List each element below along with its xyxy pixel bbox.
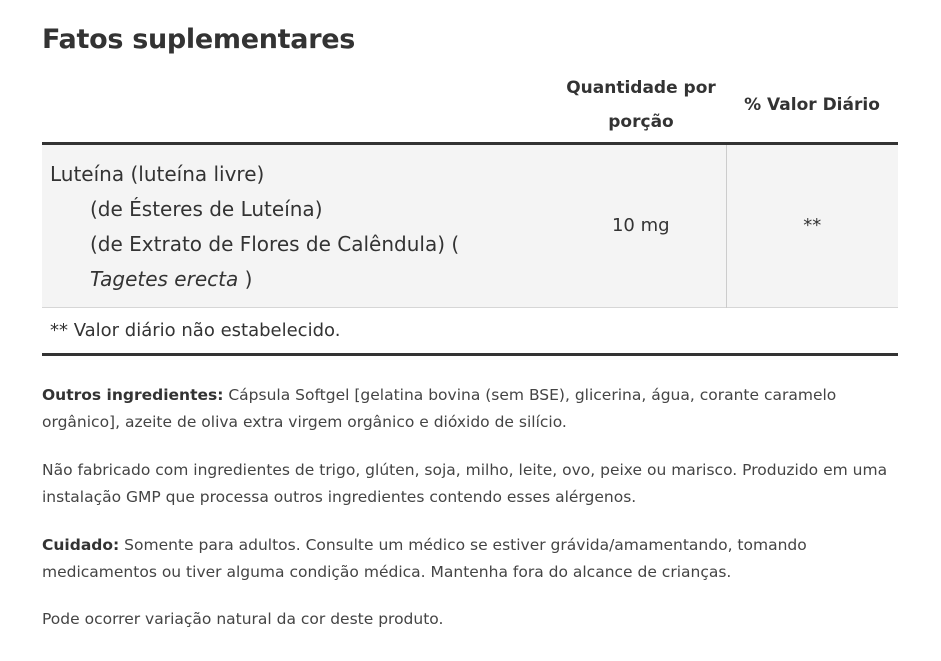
daily-value-header (726, 68, 898, 143)
page-title: Fatos suplementares (42, 24, 355, 55)
amount-per-serving-header (556, 68, 726, 143)
caution-label: Cuidado: (42, 536, 120, 554)
ingredient-column-header (42, 68, 556, 143)
ingredient-source-extract: (de Extrato de Flores de Calêndula) ( (90, 231, 460, 256)
ingredient-name-cell (42, 143, 556, 307)
other-ingredients-text: Cápsula Softgel [gelatina bovina (sem BSE), glicerina, água, corante caramelo orgânico], azeite de oliva extra virgem orgânico e dióxido de silício. (42, 386, 837, 431)
allergen-note-paragraph: Não fabricado com ingredientes de trigo, glúten, soja, milho, leite, ovo, peixe ou marisco. Produzido em uma instalação GMP que processa outros ingredientes contendo esses alérgenos. (42, 461, 888, 506)
daily-value-header-label: % Valor Diário (744, 94, 880, 115)
ingredient-name: Luteína (luteína livre) (50, 161, 265, 186)
daily-value-footnote: ** Valor diário não estabelecido. (50, 319, 341, 341)
ingredient-source-esters: (de Ésteres de Luteína) (90, 196, 323, 221)
supplement-facts-table (42, 68, 898, 356)
amount-per-serving-cell: 10 mg (556, 143, 726, 307)
footnote-row (42, 307, 898, 354)
caution-paragraph (42, 532, 892, 586)
table-row (42, 143, 898, 307)
amount-header-line1: Quantidade por (566, 77, 716, 98)
amount-header-line2: porção (608, 111, 674, 132)
botanical-name: Tagetes erecta (90, 266, 239, 291)
other-ingredients-paragraph (42, 382, 892, 436)
caution-text: Somente para adultos. Consulte um médico se estiver grávida/amamentando, tomando medicamentos ou tiver alguma condição médica. Mantenha fora do alcance de crianças. (42, 536, 807, 581)
botanical-name-close: ) (238, 266, 253, 291)
ingredient-botanical-name-line (50, 262, 556, 297)
table-header-row (42, 68, 898, 143)
daily-value-cell: ** (726, 143, 898, 307)
color-variation-note: Pode ocorrer variação natural da cor deste produto. (42, 610, 444, 628)
other-ingredients-label: Outros ingredientes: (42, 386, 224, 404)
